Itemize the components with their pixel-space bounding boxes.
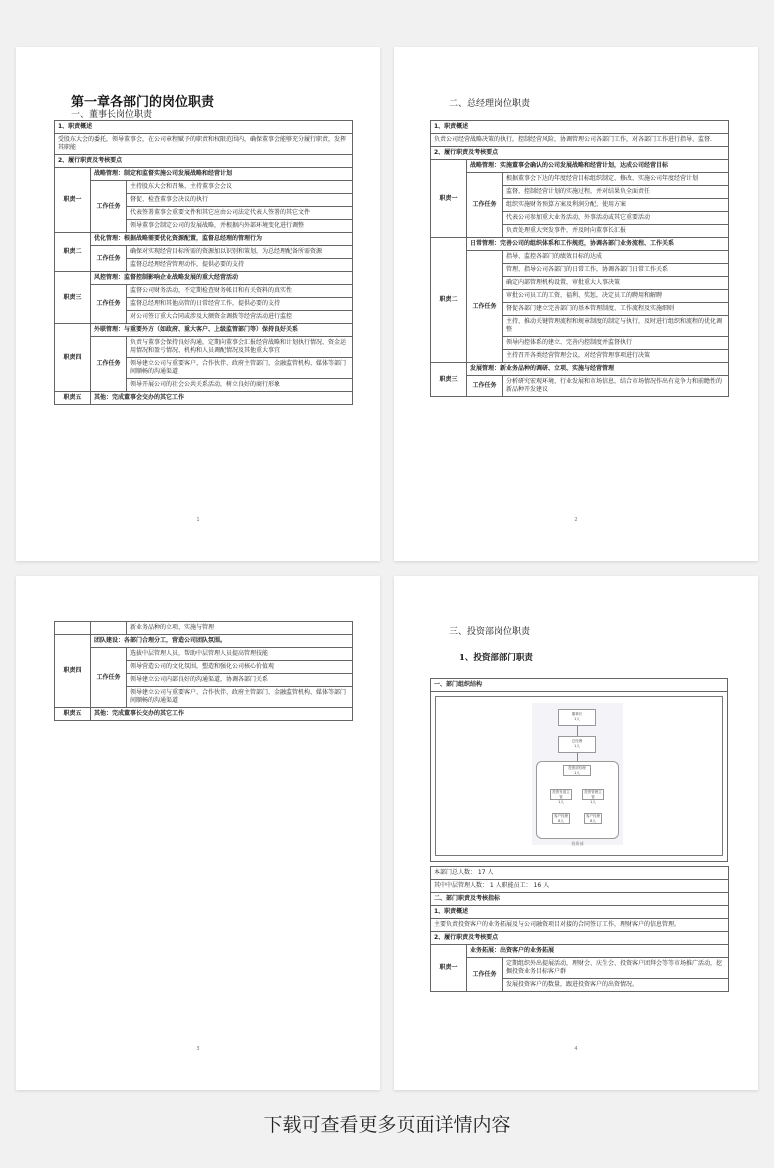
table-row: [55, 648, 353, 661]
table-row: [55, 155, 353, 168]
table-row: [431, 867, 729, 880]
task-item-cell: 指导、监控各部门的绩效目标的达成: [503, 251, 729, 264]
table-row: [431, 251, 729, 264]
section-header-cell: 2、履行职责及考核要点: [431, 147, 729, 160]
table-row: [431, 363, 729, 376]
task-item-cell: 管理、指导公司各部门的日常工作，协调各部门日常工作关系: [503, 264, 729, 277]
document-page-2: [394, 47, 758, 561]
task-item-cell: 监督总经理和其他高管的日常经营工作，提供必要的支持: [127, 298, 353, 311]
task-item-cell: 主持、推动关键管理流程和规章制度的制定与执行，及时进行组织和流程的优化调整: [503, 316, 729, 337]
table-row: [55, 246, 353, 259]
page-number: 2: [574, 517, 578, 523]
org-structure-table: [430, 678, 728, 862]
document-page-1: [16, 47, 380, 561]
task-label-cell: 工作任务: [91, 648, 127, 708]
org-mid-box-2: 投资管理主管 1人: [582, 789, 604, 800]
duty-table: [54, 120, 353, 405]
text-cell: 主要负责投资客户的业务拓展及与公司融资项目对接的合同签订工作，理财客户的信息管理。: [431, 919, 729, 932]
task-item-cell: 对公司签订重大合同或涉及大额资金调拨等经营活动进行监控: [127, 311, 353, 324]
table-row: [55, 272, 353, 285]
task-item-cell: 新业务品种的立项、实施与管理: [127, 622, 353, 635]
section-header-cell: 二、部门职责及考核指标: [431, 893, 729, 906]
duty-label-cell: 职责三: [55, 272, 91, 324]
task-item-cell: 领导营造公司的文化氛围，塑造和强化公司核心价值观: [127, 661, 353, 674]
table-row: [55, 337, 353, 358]
org-leaf-box-1: 客户经理 8人: [554, 814, 568, 823]
section-header-cell: 2、履行职责及考核要点: [55, 155, 353, 168]
org-caption: 投资部: [571, 841, 584, 846]
task-label-cell: 工作任务: [467, 958, 503, 992]
duty-heading-cell: 战略管理：制定和监督实施公司发展战略和经营计划: [91, 168, 353, 181]
page-number: 4: [574, 1046, 578, 1052]
table-row: [431, 134, 729, 147]
task-item-cell: 监督总经理经营管理动作，提供必要的支持: [127, 259, 353, 272]
table-row: [55, 121, 353, 134]
task-label-cell: 工作任务: [91, 337, 127, 392]
subsection-title: 1、投资部部门职责: [459, 653, 533, 663]
duty-table: [54, 621, 353, 721]
duty-label-cell: 职责四: [55, 635, 91, 708]
task-label-cell: 工作任务: [91, 246, 127, 272]
section-header-cell: 1、职责概述: [431, 121, 729, 134]
task-item-cell: 负责处理重大突发事件，并及时向董事长汇报: [503, 225, 729, 238]
task-item-cell: 领导建立公司内部良好的沟通渠道，协调各部门关系: [127, 674, 353, 687]
org-mid-box-1: 投资发展主管 1人: [550, 789, 572, 800]
page-number: 3: [196, 1046, 200, 1052]
task-item-cell: 代表签署董事会重要文件和其它应由公司法定代表人签署的其它文件: [127, 207, 353, 220]
dept-head-box: 投资部经理 1人: [563, 765, 591, 776]
duty-label-cell: [55, 622, 91, 635]
duty-label-cell: 职责一: [55, 168, 91, 233]
table-row: [55, 635, 353, 648]
duty-label-cell: 职责五: [55, 708, 91, 721]
table-row: [55, 324, 353, 337]
table-row: [55, 168, 353, 181]
task-item-cell: 分析研究宏观环境、行业发展和市场信息，结合市场情况作出有竞争力和前瞻性的新品种开发建议: [503, 376, 729, 397]
task-label-cell: 工作任务: [467, 173, 503, 238]
task-item-cell: 负责与董事会保持良好沟通，定期向董事会汇报经营战略和计划执行情况、资金运用情况和盈亏情况、机构和人员调配情况及其他重大事宜: [127, 337, 353, 358]
table-row: [431, 893, 729, 906]
duty-heading-cell: 风控管理：监督控制影响企业战略发展的重大经营活动: [91, 272, 353, 285]
table-row: [431, 919, 729, 932]
duty-heading-cell: 战略管理：实施董事会确认的公司发展战略和经营计划，达成公司经营目标: [467, 160, 729, 173]
section-header-cell: 1、职责概述: [55, 121, 353, 134]
task-label-cell: 工作任务: [467, 376, 503, 397]
task-label-cell: 工作任务: [91, 285, 127, 324]
duty-heading-cell: 团队建设：各部门合理分工，营造公司团队氛围。: [91, 635, 353, 648]
task-item-cell: 领导内控体系的建立、完善内控制度并监督执行: [503, 337, 729, 350]
task-item-cell: 审批公司员工的工资、福利、奖惩，决定员工的聘用和解聘: [503, 290, 729, 303]
task-item-cell: 监督、控制经营计划的实施过程，并对结果负全面责任: [503, 186, 729, 199]
duty-heading-cell: 优化管理：根据战略需要优化资源配置，监督总经理的管理行为: [91, 233, 353, 246]
table-row: [431, 880, 729, 893]
chairman-box: 董事长 1人: [558, 709, 596, 726]
task-label-cell: 工作任务: [467, 251, 503, 363]
duty-heading-cell: 外联管理：与重要外方（如政府、重大客户、上级监管部门等）保持良好关系: [91, 324, 353, 337]
task-item-cell: 组织实施财务预算方案及利润分配、使用方案: [503, 199, 729, 212]
task-item-cell: 代表公司参加重大业务活动，外事活动或其它重要活动: [503, 212, 729, 225]
task-item-cell: 督促各部门建立完善部门的基本管理制度、工作流程及实施细则: [503, 303, 729, 316]
table-row: [431, 932, 729, 945]
task-item-cell: 主持召开各类经营管理会议，对经营管理事项进行决策: [503, 350, 729, 363]
org-leaf-box-2: 客户经理 8人: [586, 814, 600, 823]
task-item-cell: 根据董事会下达的年度经营目标组织制定、修改、实施公司年度经营计划: [503, 173, 729, 186]
connector-line: [577, 726, 578, 736]
task-item-cell: 主持股东大会和召集、主持董事会会议: [127, 181, 353, 194]
text-cell: 其中中层管理人数： 1 人职能员工： 16 人: [431, 880, 729, 893]
table-row: [55, 622, 353, 635]
download-more-caption: 下载可查看更多页面详情内容: [263, 1114, 511, 1136]
table-row: [431, 121, 729, 134]
task-item-cell: 定期组织外出提展活动，理财会、庆生会、投资客户团拜会等等市场推广活动，挖掘投资业务目标客户群: [503, 958, 729, 979]
org-chart: [532, 703, 623, 845]
table-row: [55, 233, 353, 246]
table-row: [55, 708, 353, 721]
duty-table: [430, 120, 729, 397]
task-item-cell: 确定内部管理机构设置，审批重大人事决策: [503, 277, 729, 290]
table-row: [55, 181, 353, 194]
table-row: [431, 906, 729, 919]
page-number: 1: [196, 517, 200, 523]
section-title: 一、董事长岗位职责: [71, 110, 153, 120]
duty-label-cell: 职责二: [55, 233, 91, 272]
task-label-cell: 工作任务: [91, 181, 127, 233]
document-page-3: [16, 576, 380, 1090]
task-item-cell: 领导建立公司与重要客户、合作伙伴、政府主管部门、金融监管机构、媒体等部门间顺畅的沟通渠道: [127, 358, 353, 379]
table-row: [431, 147, 729, 160]
org-structure-label: 一、部门组织结构: [431, 679, 728, 692]
duty-heading-cell: 发展管理：新业务品种的调研、立项、实施与经营管理: [467, 363, 729, 376]
duty-heading-cell: 其他：完成董事会交办的其它工作: [91, 392, 353, 405]
table-row: [55, 392, 353, 405]
task-item-cell: 领导建立公司与重要客户、合作伙伴、政府主管部门、金融监管机构、媒体等部门间顺畅的沟通渠道: [127, 687, 353, 708]
table-row: [431, 238, 729, 251]
duty-heading-cell: 其他：完成董事长交办的其它工作: [91, 708, 353, 721]
table-row: [55, 285, 353, 298]
duty-label-cell: 职责四: [55, 324, 91, 392]
text-cell: 负责公司经营战略决策的执行，控制经营风险，协调管理公司各部门工作，对各部门工作进行指导、监督.: [431, 134, 729, 147]
task-item-cell: 确保对实现经营目标所需的资源加以识别和策划，为总经理配备所需资源: [127, 246, 353, 259]
text-cell: 受股东大会的委托，领导董事会，在公司章程赋予的职责和权限范围内，确保董事会能够充分履行职责，发挥其职能: [55, 134, 353, 155]
duty-label-cell: 职责三: [431, 363, 467, 397]
duty-heading-cell: 业务拓展：出资客户的业务拓展: [467, 945, 729, 958]
chapter-title: 第一章各部门的岗位职责: [71, 95, 215, 110]
document-page-4: [394, 576, 758, 1090]
task-item-cell: 监督公司财务活动，不定期检查财务帐目和有关资料的真实性: [127, 285, 353, 298]
table-row: [431, 958, 729, 979]
task-item-cell: 领导开展公司的社会公共关系活动，树立良好的商行形象: [127, 379, 353, 392]
section-header-cell: 2、履行职责及考核要点: [431, 932, 729, 945]
section-title: 三、投资部岗位职责: [449, 627, 531, 637]
duty-label-cell: 职责五: [55, 392, 91, 405]
section-header-cell: 1、职责概述: [431, 906, 729, 919]
duty-table: [430, 866, 729, 992]
connector-line: [577, 753, 578, 761]
duty-heading-cell: 日常管理：完善公司的组织体系和工作规范，协调各部门业务流程、工作关系: [467, 238, 729, 251]
duty-label-cell: 职责二: [431, 238, 467, 363]
duty-label-cell: 职责一: [431, 160, 467, 238]
table-row: [431, 160, 729, 173]
org-chart-cell: [431, 692, 728, 862]
task-item-cell: 督促、检查董事会决议的执行: [127, 194, 353, 207]
table-row: [55, 134, 353, 155]
table-row: [431, 173, 729, 186]
section-title: 二、总经理岗位职责: [449, 99, 531, 109]
table-row: [431, 945, 729, 958]
task-item-cell: 选拔中层管理人员，帮助中层管理人员提高管理技能: [127, 648, 353, 661]
text-cell: 本部门总人数： 17 人: [431, 867, 729, 880]
task-label-cell: [91, 622, 127, 635]
duty-label-cell: 职责一: [431, 945, 467, 992]
table-row: [431, 376, 729, 397]
task-item-cell: 发展投资客户的数量，跟进投资客户的出资情况。: [503, 979, 729, 992]
task-item-cell: 领导董事会制定公司的发展战略，并根据内外部环境变化进行调整: [127, 220, 353, 233]
gm-box: 总经理 1人: [558, 736, 596, 753]
